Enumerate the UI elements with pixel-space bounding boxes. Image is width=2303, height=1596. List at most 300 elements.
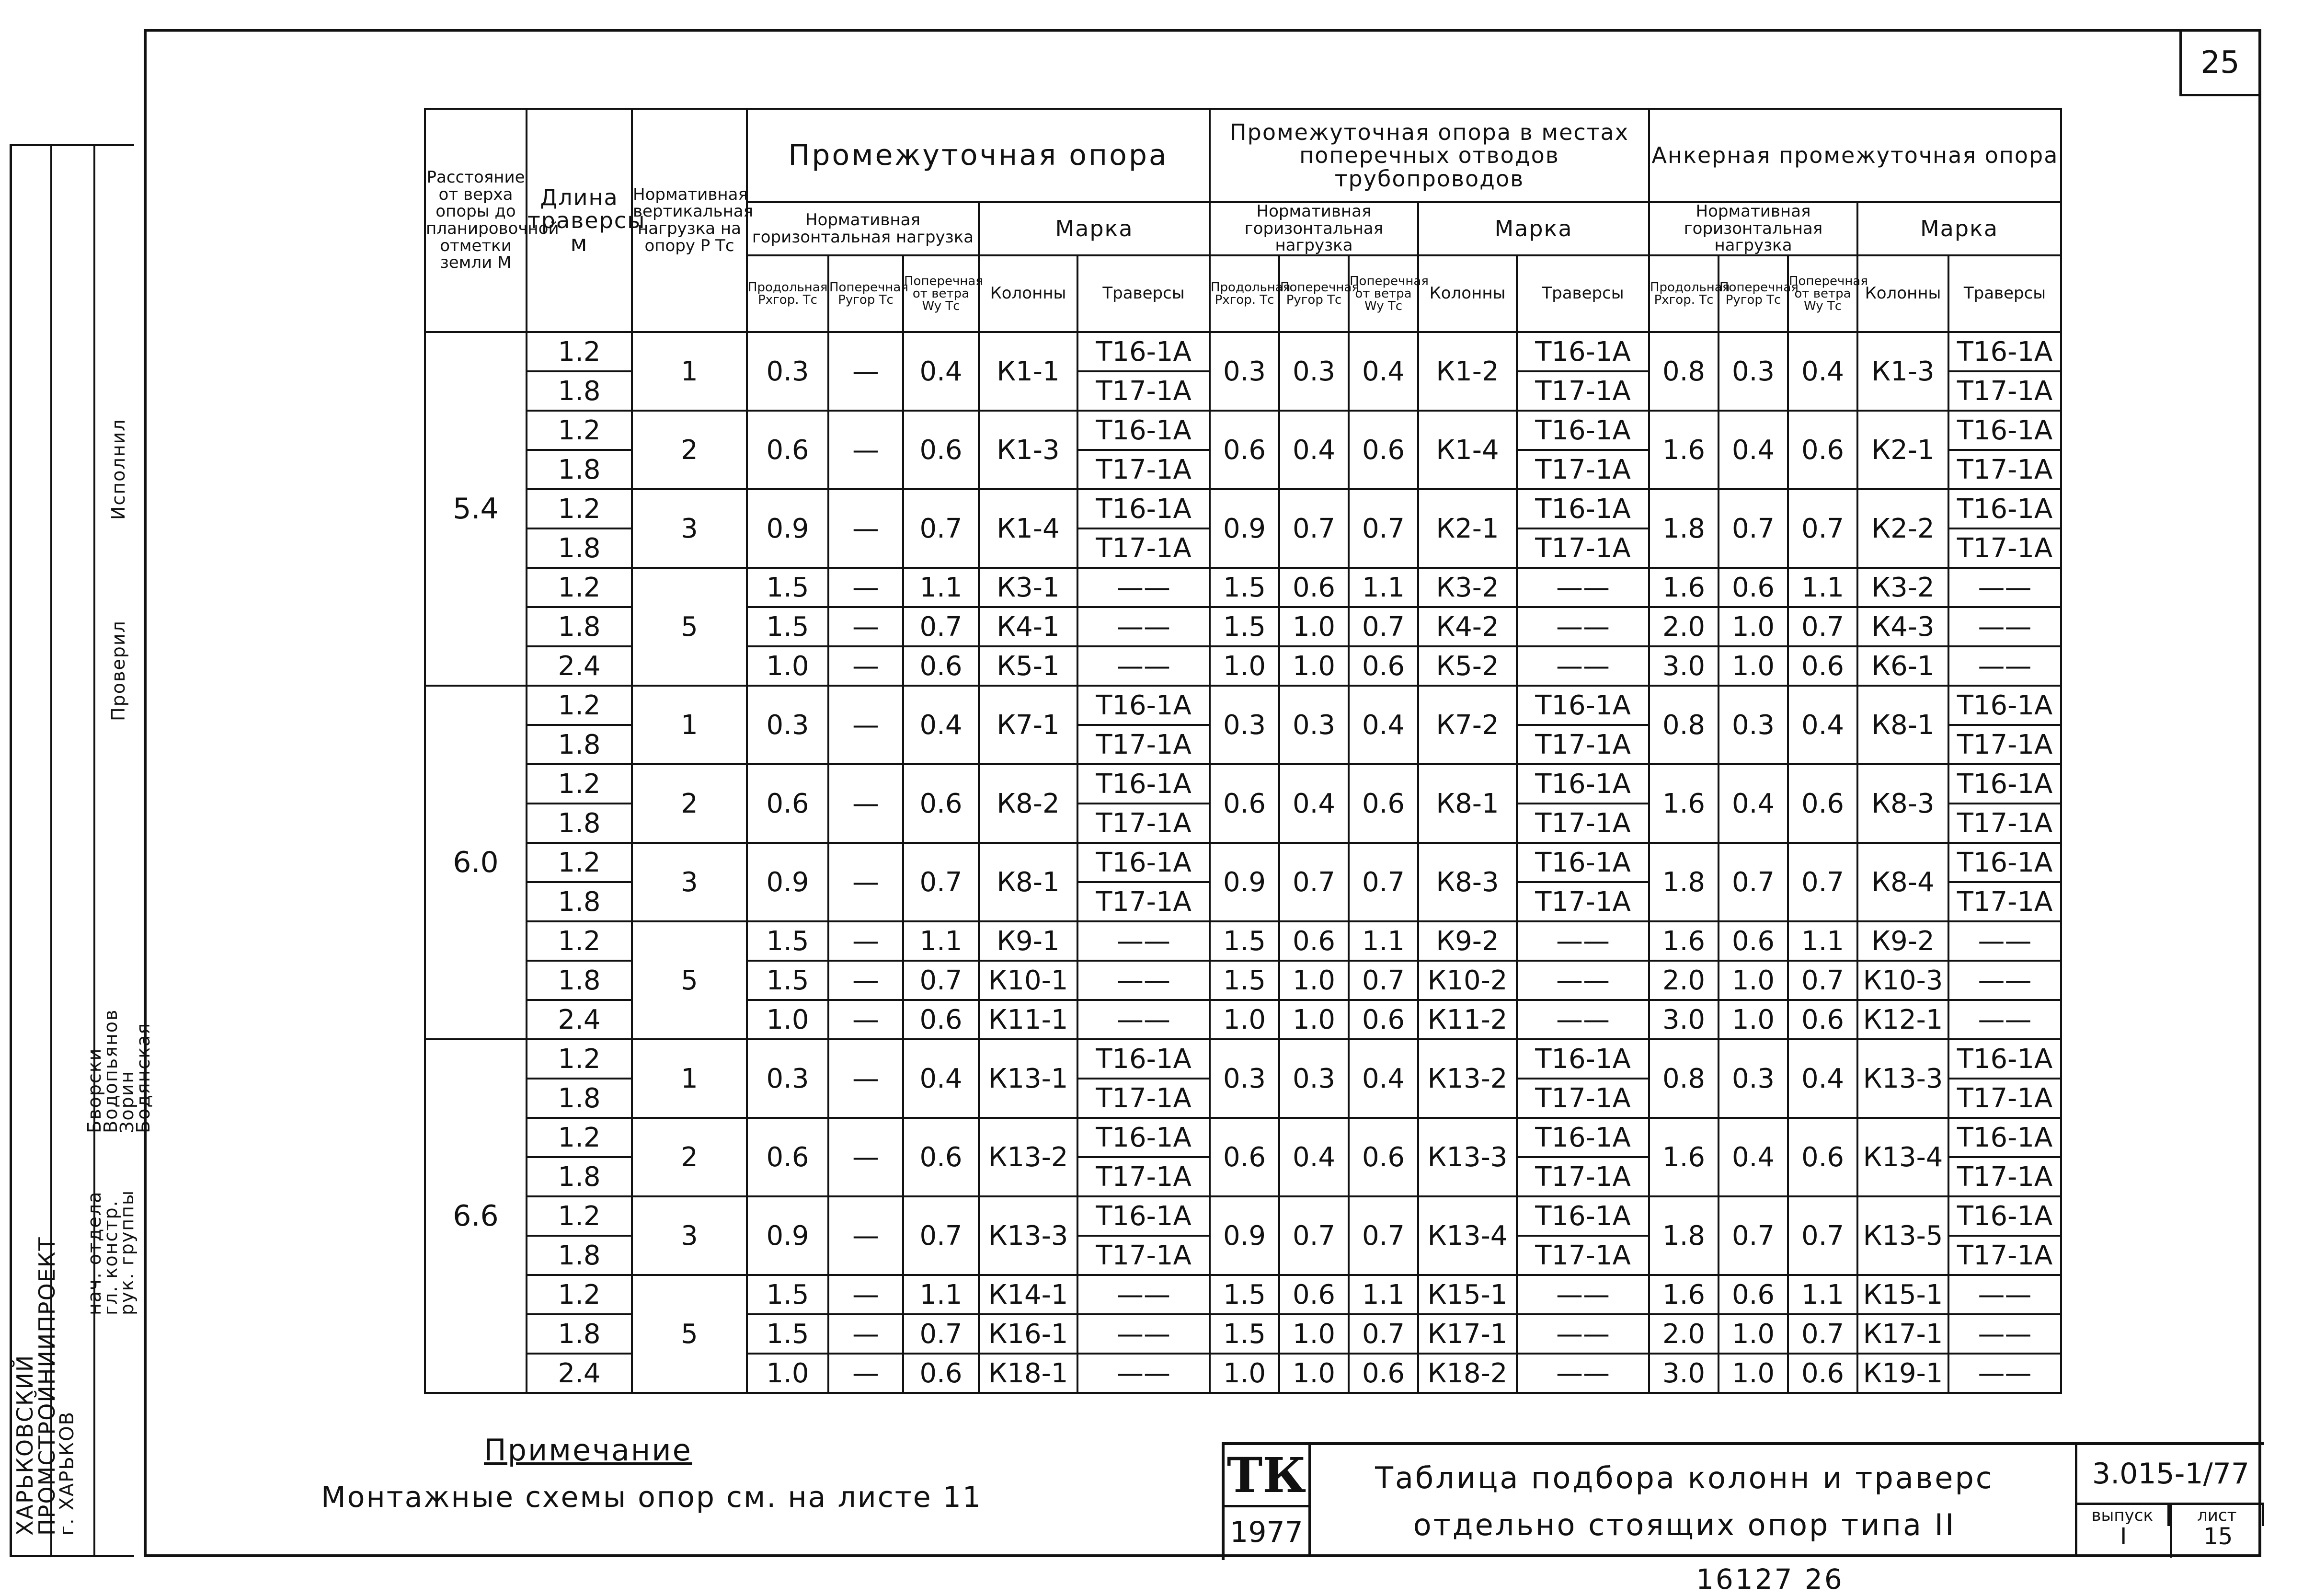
table-cell: Т16-1А [1948, 764, 2061, 804]
table-cell: 1.5 [747, 607, 828, 646]
table-cell: 0.8 [1649, 332, 1719, 411]
table-cell: Т17-1А [1948, 450, 2061, 489]
table-row [425, 686, 2061, 725]
table-cell: 0.6 [1279, 921, 1349, 961]
table-cell: 1.5 [747, 961, 828, 1000]
table-cell: 1.0 [1719, 1000, 1788, 1039]
vertical-load-cell: 1 [632, 1039, 747, 1118]
table-cell: 1.8 [527, 1314, 632, 1354]
table-cell: Т16-1А [1517, 332, 1649, 371]
table-cell: Т16-1А [1077, 489, 1210, 528]
table-cell: —— [1517, 961, 1649, 1000]
table-cell: 1.0 [1210, 646, 1279, 686]
table-row [425, 1275, 2061, 1314]
table-cell: 0.9 [747, 1196, 828, 1275]
table-cell: Т17-1А [1077, 804, 1210, 843]
col-traverses-2: Траверсы [1517, 255, 1649, 332]
table-cell: 1.2 [527, 489, 632, 528]
table-cell: 1.6 [1649, 411, 1719, 489]
table-cell: К13-3 [979, 1196, 1077, 1275]
table-cell: 1.5 [747, 921, 828, 961]
executed-label: Исполнил [108, 418, 129, 520]
table-cell: Т16-1А [1948, 1118, 2061, 1157]
table-cell: Т16-1А [1077, 332, 1210, 371]
table-cell: К2-1 [1418, 489, 1517, 568]
col-longitudinal-2: Продольная Рxгор. Тс [1210, 255, 1279, 332]
table-cell: —— [1948, 961, 2061, 1000]
table-cell: 1.8 [527, 1079, 632, 1118]
table-cell: 1.1 [903, 1275, 979, 1314]
mark-group-1: Марка [979, 202, 1210, 255]
table-cell: Т17-1А [1077, 725, 1210, 764]
org-name: ХАРЬКОВСКИЙ [12, 1354, 38, 1536]
table-cell: 0.6 [747, 764, 828, 843]
table-cell: 0.4 [1279, 411, 1349, 489]
issue-value: I [2120, 1523, 2127, 1550]
table-cell: 0.4 [1279, 764, 1349, 843]
table-cell: 0.7 [1349, 607, 1418, 646]
table-cell: К17-1 [1418, 1314, 1517, 1354]
table-cell: — [828, 686, 903, 764]
tk-year: 1977 [1230, 1516, 1303, 1549]
table-cell: 1.0 [1279, 1314, 1349, 1354]
table-cell: 0.7 [903, 1314, 979, 1354]
table-cell: 0.3 [747, 332, 828, 411]
table-row [425, 489, 2061, 528]
table-cell: Т17-1А [1948, 804, 2061, 843]
table-cell: Т17-1А [1948, 1236, 2061, 1275]
col-longitudinal-1: Продольная Рxгор. Тс [747, 255, 828, 332]
table-cell: Т16-1А [1077, 411, 1210, 450]
table-cell: 1.8 [1649, 1196, 1719, 1275]
table-cell: — [828, 921, 903, 961]
title-line-1: Таблица подбора колонн и траверс [1375, 1460, 1994, 1495]
vertical-load-cell: 1 [632, 686, 747, 764]
table-cell: 0.7 [1349, 961, 1418, 1000]
table-cell: 0.6 [1279, 1275, 1349, 1314]
table-cell: Т17-1А [1517, 804, 1649, 843]
table-cell: 0.4 [903, 686, 979, 764]
table-cell: 0.9 [747, 843, 828, 921]
table-cell: 1.2 [527, 568, 632, 607]
table-cell: К3-1 [979, 568, 1077, 607]
table-cell: 1.0 [1279, 961, 1349, 1000]
table-cell: 0.4 [1349, 686, 1418, 764]
table-cell: 1.2 [527, 764, 632, 804]
table-cell: Т16-1А [1517, 686, 1649, 725]
table-cell: Т16-1А [1517, 489, 1649, 528]
table-cell: К9-2 [1418, 921, 1517, 961]
table-cell: 1.8 [527, 1236, 632, 1275]
table-cell: 3.0 [1649, 1000, 1719, 1039]
table-cell: 3.0 [1649, 646, 1719, 686]
table-cell: 1.1 [1788, 568, 1857, 607]
table-cell: 1.8 [527, 882, 632, 921]
table-cell: К18-1 [979, 1354, 1077, 1393]
table-cell: К17-1 [1857, 1314, 1948, 1354]
table-cell: 1.8 [527, 528, 632, 568]
table-cell: 0.3 [1210, 332, 1279, 411]
table-cell: 0.7 [903, 489, 979, 568]
table-cell: —— [1948, 607, 2061, 646]
table-cell: 2.0 [1649, 1314, 1719, 1354]
table-cell: К3-2 [1857, 568, 1948, 607]
table-cell: 0.6 [903, 411, 979, 489]
table-cell: 1.2 [527, 1118, 632, 1157]
table-cell: 1.1 [903, 568, 979, 607]
table-cell: Т16-1А [1077, 1196, 1210, 1236]
table-cell: К8-1 [979, 843, 1077, 921]
col-wind-1: Поперечная от ветра Wy Тс [903, 255, 979, 332]
table-cell: К7-2 [1418, 686, 1517, 764]
table-cell: 1.1 [1349, 921, 1418, 961]
table-cell: 2.4 [527, 1354, 632, 1393]
table-cell: 0.6 [1279, 568, 1349, 607]
table-cell: — [828, 1000, 903, 1039]
table-cell: 1.5 [1210, 1275, 1279, 1314]
table-cell: 0.6 [1349, 1118, 1418, 1196]
table-cell: 0.6 [903, 1118, 979, 1196]
table-cell: Т16-1А [1948, 411, 2061, 450]
issue-label: выпуск [2077, 1505, 2170, 1526]
table-cell: Т17-1А [1517, 1079, 1649, 1118]
table-cell: 1.8 [527, 804, 632, 843]
selection-table [424, 108, 2062, 1394]
table-cell: К8-1 [1857, 686, 1948, 764]
group-anchor: Анкерная промежуточная опора [1649, 109, 2061, 202]
org-city: г. ХАРЬКОВ [56, 1411, 78, 1536]
table-cell: 1.5 [1210, 961, 1279, 1000]
table-cell: 0.6 [1349, 646, 1418, 686]
table-cell: 0.6 [1349, 1354, 1418, 1393]
table-cell: Т17-1А [1948, 371, 2061, 411]
table-cell: 0.6 [903, 1354, 979, 1393]
table-cell: 0.6 [1788, 764, 1857, 843]
table-cell: 1.6 [1649, 1275, 1719, 1314]
table-cell: —— [1517, 1000, 1649, 1039]
table-cell: —— [1517, 1314, 1649, 1354]
table-cell: —— [1077, 568, 1210, 607]
table-cell: К5-1 [979, 646, 1077, 686]
table-cell: 1.5 [747, 568, 828, 607]
table-cell: 1.0 [1279, 646, 1349, 686]
distance-cell: 6.0 [425, 686, 527, 1039]
table-cell: Т16-1А [1948, 1196, 2061, 1236]
role-2: гл. констр. [100, 1200, 121, 1315]
table-cell: — [828, 961, 903, 1000]
table-cell: 1.8 [527, 607, 632, 646]
table-cell: 0.7 [1349, 843, 1418, 921]
table-cell: 1.5 [1210, 921, 1279, 961]
table-cell: К11-2 [1418, 1000, 1517, 1039]
table-cell: 0.3 [1719, 1039, 1788, 1118]
table-cell: 1.5 [1210, 568, 1279, 607]
table-cell: 1.8 [1649, 489, 1719, 568]
table-cell: 0.7 [1719, 843, 1788, 921]
table-body [425, 332, 2061, 1393]
table-row [425, 764, 2061, 804]
table-cell: 0.7 [1788, 607, 1857, 646]
table-cell: Т17-1А [1948, 528, 2061, 568]
vertical-load-cell: 2 [632, 411, 747, 489]
table-cell: К19-1 [1857, 1354, 1948, 1393]
table-cell: — [828, 1354, 903, 1393]
vertical-load-cell: 2 [632, 764, 747, 843]
table-cell: К9-2 [1857, 921, 1948, 961]
table-cell: 0.7 [903, 961, 979, 1000]
table-cell: —— [1077, 1354, 1210, 1393]
table-cell: — [828, 1039, 903, 1118]
table-cell: — [828, 607, 903, 646]
table-cell: Т17-1А [1077, 1157, 1210, 1196]
table-cell: — [828, 489, 903, 568]
table-cell: 0.6 [1788, 411, 1857, 489]
table-cell: 0.6 [1788, 1118, 1857, 1196]
table-cell: 0.6 [1210, 764, 1279, 843]
table-row [425, 1039, 2061, 1079]
table-cell: 1.8 [527, 725, 632, 764]
table-cell: 0.6 [1788, 1354, 1857, 1393]
table-cell: К1-3 [979, 411, 1077, 489]
table-cell: 1.0 [1719, 607, 1788, 646]
table-cell: Т16-1А [1077, 843, 1210, 882]
table-cell: 0.3 [747, 1039, 828, 1118]
table-cell: 1.1 [1788, 921, 1857, 961]
table-cell: —— [1077, 1275, 1210, 1314]
table-cell: 1.2 [527, 921, 632, 961]
table-cell: 1.6 [1649, 1118, 1719, 1196]
table-cell: 0.4 [1279, 1118, 1349, 1196]
table-cell: — [828, 1196, 903, 1275]
table-cell: К15-1 [1857, 1275, 1948, 1314]
table-cell: 0.7 [1788, 843, 1857, 921]
table-cell: 0.7 [1279, 489, 1349, 568]
table-cell: К18-2 [1418, 1354, 1517, 1393]
table-cell: К5-2 [1418, 646, 1517, 686]
vertical-load-cell: 5 [632, 1275, 747, 1393]
table-cell: —— [1948, 1314, 2061, 1354]
table-cell: К13-4 [1857, 1118, 1948, 1196]
table-cell: Т16-1А [1517, 1196, 1649, 1236]
table-cell: —— [1948, 646, 2061, 686]
tk-logo: ТК [1225, 1445, 1308, 1507]
mark-group-2: Марка [1418, 202, 1649, 255]
table-cell: 0.6 [1788, 646, 1857, 686]
table-cell: Т16-1А [1948, 843, 2061, 882]
table-cell: —— [1077, 1314, 1210, 1354]
table-cell: Т17-1А [1077, 528, 1210, 568]
col-wind-3: Поперечная от ветра Wy Тс [1788, 255, 1857, 332]
table-cell: —— [1517, 646, 1649, 686]
table-cell: 0.4 [1349, 1039, 1418, 1118]
table-cell: 0.3 [1719, 686, 1788, 764]
table-cell: 0.7 [1349, 1314, 1418, 1354]
archive-number: 16127 26 [1696, 1563, 1844, 1596]
table-row [425, 568, 2061, 607]
table-cell: 0.9 [1210, 1196, 1279, 1275]
checked-label: Проверил [108, 620, 129, 721]
table-cell: К10-1 [979, 961, 1077, 1000]
table-cell: К11-1 [979, 1000, 1077, 1039]
table-cell: 0.7 [1788, 1314, 1857, 1354]
table-cell: 0.6 [1349, 411, 1418, 489]
table-cell: 1.0 [1719, 646, 1788, 686]
table-cell: —— [1077, 961, 1210, 1000]
header-distance: Расстояние от верха опоры до планировочной отметки земли М [425, 109, 527, 332]
mark-group-3: Марка [1857, 202, 2061, 255]
table-cell: К7-1 [979, 686, 1077, 764]
col-longitudinal-3: Продольная Рxгор. Тс [1649, 255, 1719, 332]
table-cell: 0.6 [747, 411, 828, 489]
table-cell: 0.4 [1788, 1039, 1857, 1118]
table-cell: 0.6 [903, 764, 979, 843]
table-cell: 0.7 [1349, 489, 1418, 568]
table-cell: 2.4 [527, 1000, 632, 1039]
name-4: Бодянская [133, 1022, 154, 1133]
table-cell: —— [1517, 1275, 1649, 1314]
table-cell: К1-4 [979, 489, 1077, 568]
table-cell: 0.6 [1349, 1000, 1418, 1039]
table-cell: К1-3 [1857, 332, 1948, 411]
table-cell: 0.6 [903, 646, 979, 686]
table-cell: Т16-1А [1517, 764, 1649, 804]
table-cell: К4-1 [979, 607, 1077, 646]
vertical-load-cell: 5 [632, 921, 747, 1039]
table-cell: К13-4 [1418, 1196, 1517, 1275]
table-cell: 1.0 [1719, 1354, 1788, 1393]
col-columns-2: Колонны [1418, 255, 1517, 332]
table-cell: 2.0 [1649, 961, 1719, 1000]
table-cell: 0.8 [1649, 686, 1719, 764]
table-cell: 1.0 [1719, 1314, 1788, 1354]
role-1: нач. отдела [84, 1191, 105, 1315]
org-institute: ПРОМСТРОЙНИИПРОЕКТ [34, 1236, 60, 1536]
table-cell: К13-5 [1857, 1196, 1948, 1275]
title-line-2: отдельно стоящих опор типа II [1413, 1507, 1956, 1542]
table-cell: 0.6 [1719, 568, 1788, 607]
table-cell: —— [1948, 1275, 2061, 1314]
table-cell: 1.0 [1279, 1354, 1349, 1393]
table-row [425, 921, 2061, 961]
table-cell: Т17-1А [1077, 882, 1210, 921]
table-cell: 0.4 [1788, 686, 1857, 764]
vertical-load-cell: 3 [632, 843, 747, 921]
table-cell: —— [1517, 607, 1649, 646]
table-cell: 0.4 [903, 332, 979, 411]
table-cell: К2-2 [1857, 489, 1948, 568]
note-heading: Примечание [484, 1433, 692, 1468]
table-cell: — [828, 411, 903, 489]
table-cell: Т16-1А [1517, 1039, 1649, 1079]
table-cell: —— [1077, 646, 1210, 686]
table-cell: —— [1077, 921, 1210, 961]
series-code: 3.015-1/77 [2077, 1445, 2264, 1505]
table-cell: Т17-1А [1517, 725, 1649, 764]
table-cell: К8-1 [1418, 764, 1517, 843]
vertical-load-cell: 3 [632, 489, 747, 568]
table-cell: 0.7 [903, 843, 979, 921]
table-cell: Т16-1А [1077, 764, 1210, 804]
table-cell: К9-1 [979, 921, 1077, 961]
table-cell: Т17-1А [1077, 1079, 1210, 1118]
group-intermediate: Промежуточная опора [747, 109, 1210, 202]
load-group-1: Нормативная горизонтальная нагрузка [747, 202, 979, 255]
title-block [1222, 1442, 2264, 1560]
table-cell: 0.6 [747, 1118, 828, 1196]
table-cell: 0.4 [1719, 764, 1788, 843]
table-cell: Т16-1А [1517, 411, 1649, 450]
table-cell: 0.6 [1788, 1000, 1857, 1039]
tk-box [1225, 1445, 1311, 1557]
table-cell: 0.7 [903, 1196, 979, 1275]
table-cell: К16-1 [979, 1314, 1077, 1354]
col-transverse-2: Поперечная Рyгор Тс [1279, 255, 1349, 332]
table-cell: К14-1 [979, 1275, 1077, 1314]
table-cell: 1.8 [527, 371, 632, 411]
table-cell: К10-2 [1418, 961, 1517, 1000]
table-cell: —— [1077, 607, 1210, 646]
table-row [425, 1196, 2061, 1236]
table-cell: 0.4 [1349, 332, 1418, 411]
header-vertical-load: Нормативная вертикальная нагрузка на опору Р Тс [632, 109, 747, 332]
table-cell: К4-3 [1857, 607, 1948, 646]
table-cell: Т16-1А [1948, 332, 2061, 371]
table-cell: 0.6 [1719, 1275, 1788, 1314]
table-cell: 1.8 [527, 961, 632, 1000]
table-cell: 1.5 [1210, 1314, 1279, 1354]
table-cell: К1-2 [1418, 332, 1517, 411]
table-row [425, 843, 2061, 882]
table-cell: 0.7 [1349, 1196, 1418, 1275]
table-cell: Т17-1А [1517, 528, 1649, 568]
table-cell: 1.2 [527, 332, 632, 371]
table-cell: 0.8 [1649, 1039, 1719, 1118]
table-cell: 0.7 [1719, 1196, 1788, 1275]
col-columns-3: Колонны [1857, 255, 1948, 332]
table-cell: 1.0 [1279, 607, 1349, 646]
name-2: Водопьянов [100, 1009, 121, 1133]
distance-cell: 5.4 [425, 332, 527, 686]
vertical-load-cell: 1 [632, 332, 747, 411]
table-cell: 0.9 [1210, 489, 1279, 568]
table-cell: 0.3 [1210, 1039, 1279, 1118]
table-cell: Т16-1А [1517, 1118, 1649, 1157]
table-cell: 0.7 [903, 607, 979, 646]
table-cell: — [828, 764, 903, 843]
table-cell: Т16-1А [1948, 686, 2061, 725]
table-cell: 1.6 [1649, 921, 1719, 961]
table-cell: 0.3 [1279, 332, 1349, 411]
table-cell: — [828, 1275, 903, 1314]
table-cell: 1.0 [1210, 1000, 1279, 1039]
table-cell: Т16-1А [1077, 1118, 1210, 1157]
col-transverse-1: Поперечная Рyгор Тс [828, 255, 903, 332]
table-cell: Т17-1А [1517, 882, 1649, 921]
table-cell: — [828, 1314, 903, 1354]
table-cell: 0.3 [747, 686, 828, 764]
table-cell: —— [1077, 1000, 1210, 1039]
table-cell: К4-2 [1418, 607, 1517, 646]
table-cell: К6-1 [1857, 646, 1948, 686]
table-cell: 0.6 [903, 1000, 979, 1039]
table-cell: 1.2 [527, 686, 632, 725]
table-cell: 1.0 [747, 646, 828, 686]
table-cell: К15-1 [1418, 1275, 1517, 1314]
table-cell: К1-1 [979, 332, 1077, 411]
table-cell: 0.4 [903, 1039, 979, 1118]
table-cell: 0.6 [1210, 1118, 1279, 1196]
table-cell: Т16-1А [1948, 489, 2061, 528]
